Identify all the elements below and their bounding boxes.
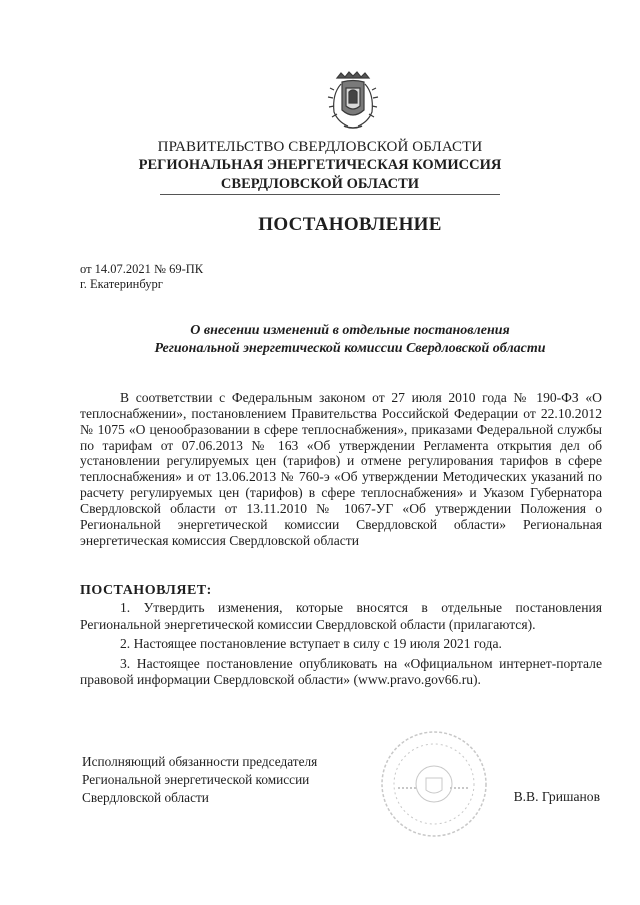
- resolution-items: [80, 600, 602, 692]
- document-city: г. Екатеринбург: [80, 277, 163, 291]
- resolves-heading: ПОСТАНОВЛЯЕТ:: [80, 583, 212, 598]
- signer-line: Свердловской области: [82, 789, 209, 805]
- subject-line: Региональной энергетической комиссии Свердловской области: [154, 341, 546, 356]
- preamble-paragraph: В соответствии с Федеральным законом от 27 июля 2010 года № 190-ФЗ «О теплоснабжении», постановлением Правительства Российской Федерации от 22.10.2012 № 1075 «О ценообразовании в сфере теплоснабжения», приказами Федеральной службы по тарифам от 07.06.2013 № 163 «Об утверждении Регламента открытия дел об установлении регулируемых цен (тарифов) и отмене регулирования тарифов в сфере теплоснабжения» и от 13.06.2013 № 760-э «Об утверждении Методических указаний по расчету регулируемых цен (тарифов) в сфере теплоснабжения» и Указом Губернатора Свердловской области от 13.11.2010 № 1067-УГ «Об утверждении Положения о Региональной энергетической комиссии Свердловской области» Региональная энергетическая комиссия Свердловской области: [80, 390, 602, 548]
- signer-line: Региональной энергетической комиссии: [82, 771, 310, 787]
- subject-line: О внесении изменений в отдельные постановления: [190, 323, 510, 338]
- signer-position: [82, 753, 317, 806]
- resolution-item: 2. Настоящее постановление вступает в силу с 19 июля 2021 года.: [120, 636, 502, 651]
- signer-line: Исполняющий обязанности председателя: [82, 754, 318, 769]
- document-date-number: от 14.07.2021 № 69-ПК: [80, 262, 204, 276]
- government-name: ПРАВИТЕЛЬСТВО СВЕРДЛОВСКОЙ ОБЛАСТИ: [157, 139, 483, 155]
- signature-name: В.В. Гришанов: [513, 789, 600, 804]
- resolution-item: 3. Настоящее постановление опубликовать на «Официальном интернет-портале правовой информации Свердловской области» (www.pravo.gov66.ru).: [80, 655, 602, 687]
- document-type-title: ПОСТАНОВЛЕНИЕ: [258, 214, 442, 235]
- document-subject: [80, 322, 620, 358]
- commission-name: РЕГИОНАЛЬНАЯ ЭНЕРГЕТИЧЕСКАЯ КОМИССИЯ: [138, 157, 502, 173]
- coat-of-arms-icon: [324, 70, 382, 132]
- resolution-item: 1. Утвердить изменения, которые вносятся в отдельные постановления Региональной энергетической комиссии Свердловской области (прилагаются).: [80, 600, 602, 632]
- official-seal-icon: [378, 728, 490, 840]
- header-divider: [160, 194, 500, 195]
- commission-region: СВЕРДЛОВСКОЙ ОБЛАСТИ: [220, 176, 420, 192]
